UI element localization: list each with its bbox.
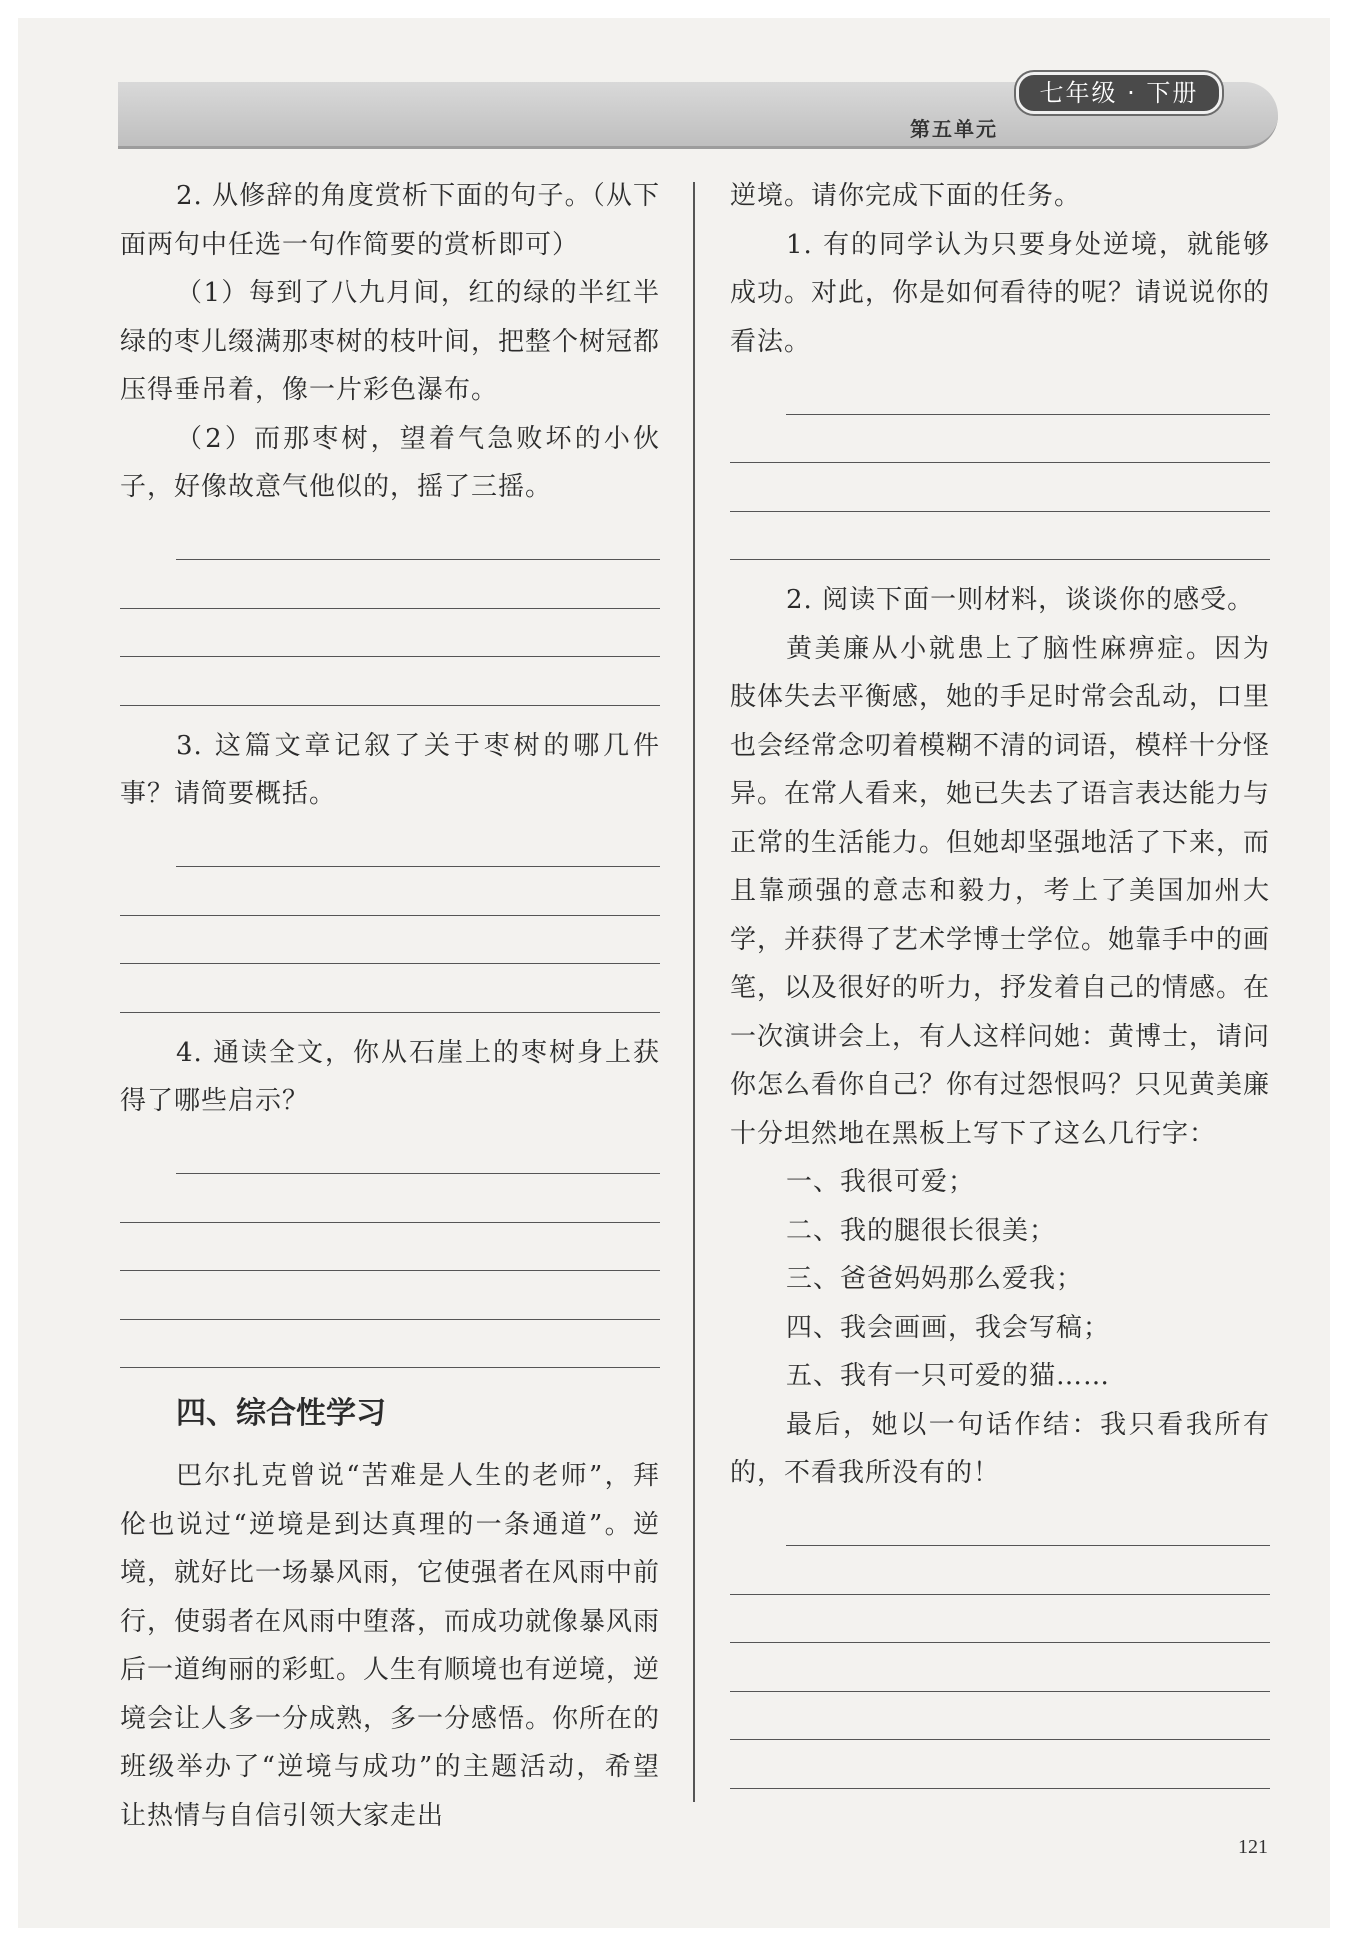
answer-line[interactable] xyxy=(786,1498,1270,1547)
answer-line[interactable] xyxy=(730,1740,1270,1789)
comprehensive-learning-intro: 巴尔扎克曾说“苦难是人生的老师”，拜伦也说过“逆境是到达真理的一条通道”。逆境，就好比一场暴风雨，它使强者在风雨中前行，使弱者在风雨中堕落，而成功就像暴风雨后一道绚丽的彩虹。人生有顺境也有逆境，逆境会让人多一分成熟，多一分感悟。你所在的班级举办了“逆境与成功”的主题活动，希望让热情与自信引领大家走出 xyxy=(120,1461,661,1831)
answer-line[interactable] xyxy=(120,1223,660,1272)
answer-line[interactable] xyxy=(120,867,660,916)
left-column xyxy=(120,172,660,1840)
answer-line[interactable] xyxy=(120,1174,660,1223)
answer-lines-q3[interactable] xyxy=(120,819,660,1013)
answer-line[interactable] xyxy=(176,512,660,561)
question-4-prompt: 4. 通读全文，你从石崖上的枣树身上获得了哪些启示？ xyxy=(120,1037,660,1116)
answer-line[interactable] xyxy=(730,512,1270,561)
answer-line[interactable] xyxy=(120,964,660,1013)
answer-line[interactable] xyxy=(120,609,660,658)
answer-line[interactable] xyxy=(120,657,660,706)
answer-line[interactable] xyxy=(120,1271,660,1320)
list-item: 五、我有一只可爱的猫…… xyxy=(786,1361,1111,1391)
answer-line[interactable] xyxy=(730,1643,1270,1692)
answer-line[interactable] xyxy=(730,1692,1270,1741)
task-1-prompt: 1. 有的同学认为只要身处逆境，就能够成功。对此，你是如何看待的呢？请说说你的看法。 xyxy=(730,229,1271,357)
answer-line[interactable] xyxy=(120,560,660,609)
list-item: 一、我很可爱； xyxy=(786,1167,976,1197)
task-2-prompt: 2. 阅读下面一则材料，谈谈你的感受。 xyxy=(786,585,1255,615)
answer-line[interactable] xyxy=(120,1320,660,1369)
answer-lines-task1[interactable] xyxy=(730,366,1270,560)
question-2-sentence-1: （1）每到了八九月间，红的绿的半红半绿的枣儿缀满那枣树的枝叶间，把整个树冠都压得垂吊着，像一片彩色瀑布。 xyxy=(120,278,661,405)
answer-line[interactable] xyxy=(730,415,1270,464)
grade-tab: 七年级 · 下册 xyxy=(1016,72,1222,114)
answer-line[interactable] xyxy=(176,819,660,868)
page-number: 121 xyxy=(1238,1836,1268,1858)
section-title: 四、综合性学习 xyxy=(176,1396,386,1431)
answer-line[interactable] xyxy=(176,1126,660,1175)
answer-line[interactable] xyxy=(730,1546,1270,1595)
answer-line[interactable] xyxy=(730,1595,1270,1644)
material-conclusion: 最后，她以一句话作结：我只看我所有的，不看我所没有的！ xyxy=(730,1409,1270,1488)
answer-line[interactable] xyxy=(730,463,1270,512)
answer-line[interactable] xyxy=(120,916,660,965)
list-item: 二、我的腿很长很美； xyxy=(786,1215,1057,1246)
question-2-sentence-2: （2）而那枣树，望着气急败坏的小伙子，好像故意气他似的，摇了三摇。 xyxy=(120,423,660,502)
answer-lines-q2[interactable] xyxy=(120,512,660,706)
reading-material: 黄美廉从小就患上了脑性麻痹症。因为肢体失去平衡感，她的手足时常会乱动，口里也会经常念叨着模糊不清的词语，模样十分怪异。在常人看来，她已失去了语言表达能力与正常的生活能力。但她却坚强地活了下来，而且靠顽强的意志和毅力，考上了美国加州大学，并获得了艺术学博士学位。她靠手中的画笔，以及很好的听力，抒发着自己的情感。在一次演讲会上，有人这样问她：黄博士，请问你怎么看你自己？你有过怨恨吗？只见黄美廉十分坦然地在黑板上写下了这么几行字： xyxy=(730,633,1271,1149)
list-item: 四、我会画画，我会写稿； xyxy=(786,1312,1111,1343)
intro-continuation: 逆境。请你完成下面的任务。 xyxy=(730,181,1082,211)
question-3-prompt: 3. 这篇文章记叙了关于枣树的哪几件事？请简要概括。 xyxy=(120,730,660,809)
unit-label: 第五单元 xyxy=(910,117,998,141)
answer-lines-task2[interactable] xyxy=(730,1498,1270,1789)
answer-lines-q4[interactable] xyxy=(120,1126,660,1369)
question-2-prompt: 2. 从修辞的角度赏析下面的句子。（从下面两句中任选一句作简要的赏析即可） xyxy=(120,181,660,260)
list-item: 三、爸爸妈妈那么爱我； xyxy=(786,1264,1084,1294)
right-column xyxy=(730,172,1270,1789)
answer-line[interactable] xyxy=(786,366,1270,415)
column-divider xyxy=(693,182,695,1802)
